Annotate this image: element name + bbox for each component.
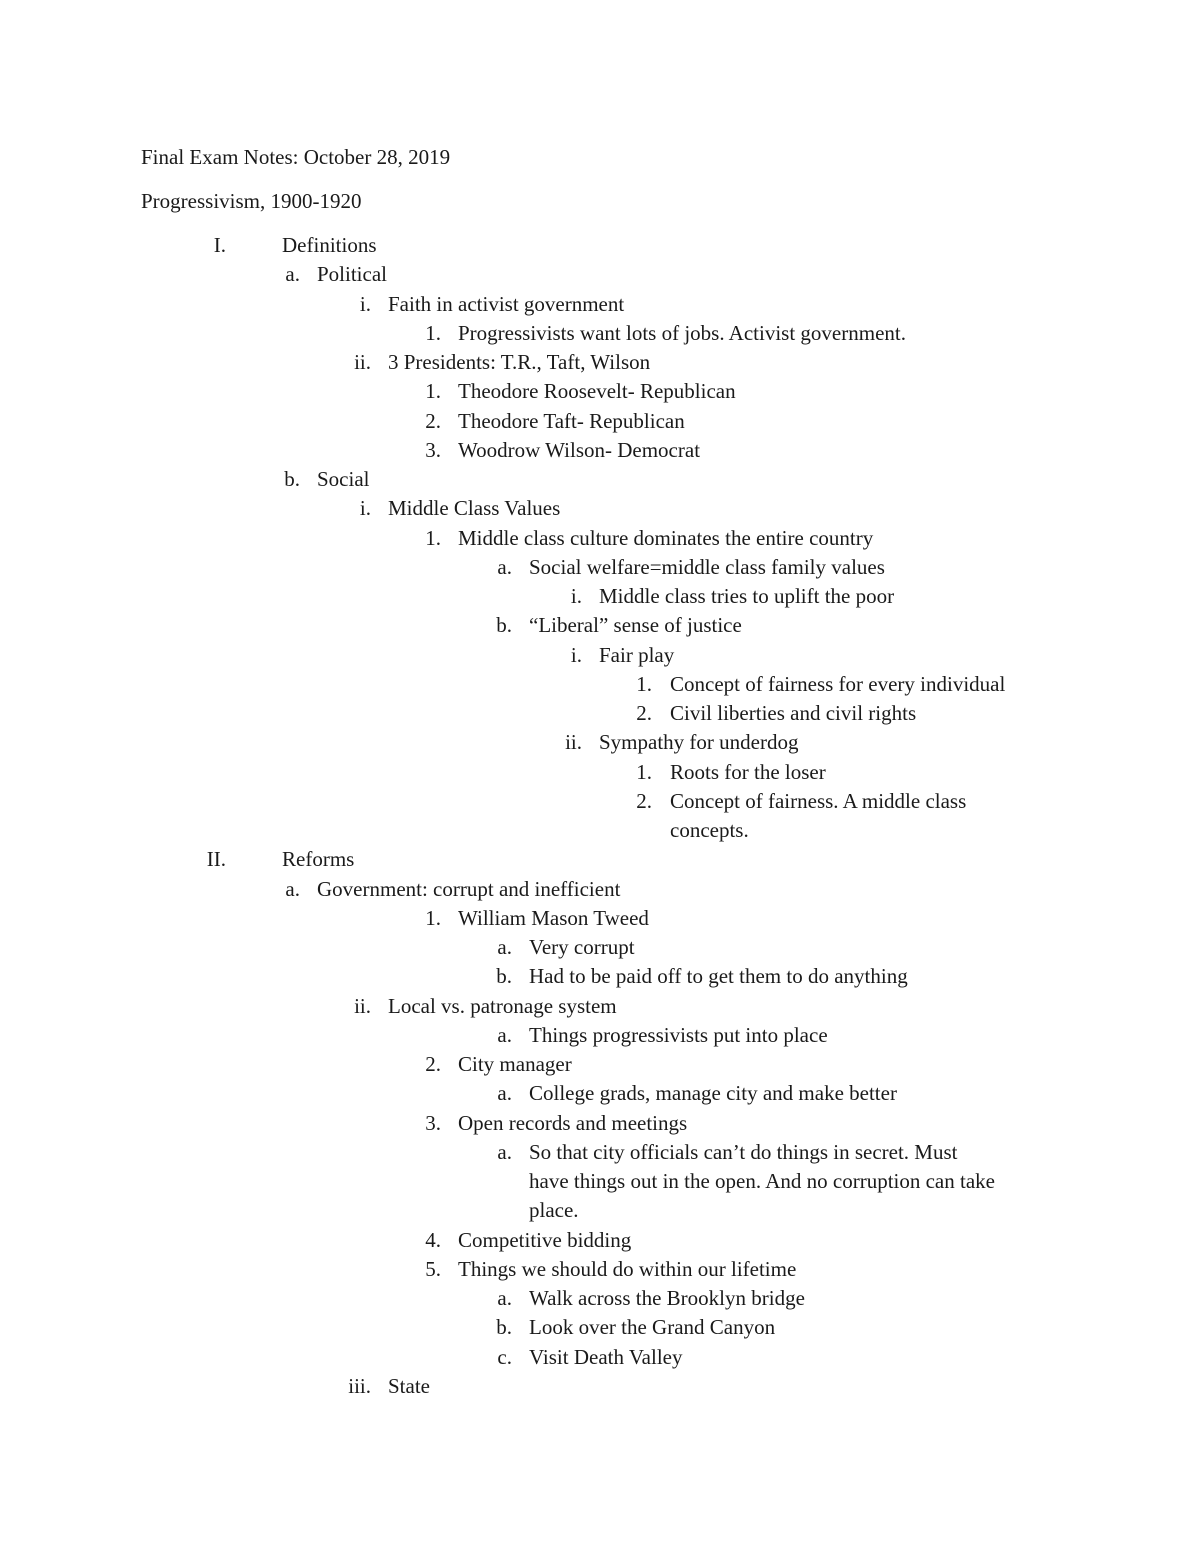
- outline-text: Had to be paid off to get them to do anything: [529, 964, 908, 989]
- outline-text: Very corrupt: [529, 935, 635, 959]
- outline-item: [0, 496, 1200, 525]
- outline-text: Walk across the Brooklyn bridge: [529, 1286, 805, 1310]
- outline-marker: b.: [496, 613, 512, 638]
- outline-text: City manager: [458, 1052, 572, 1076]
- outline-marker: I.: [213, 233, 226, 257]
- outline-marker: 5.: [425, 1256, 441, 1281]
- outline-item: [0, 233, 1200, 262]
- outline-item: [0, 994, 1200, 1023]
- outline-item: [0, 467, 1200, 496]
- page-title: Final Exam Notes: October 28, 2019: [141, 145, 451, 169]
- outline-item: [0, 1228, 1200, 1257]
- outline-marker: a.: [285, 262, 300, 287]
- outline-text: Progressivists want lots of jobs. Activist government.: [458, 320, 906, 345]
- outline-text: Visit Death Valley: [529, 1344, 683, 1369]
- outline-marker: a.: [497, 554, 512, 579]
- outline-item: [0, 379, 1200, 408]
- outline-marker: i.: [359, 291, 371, 316]
- outline-item: [0, 584, 1200, 613]
- outline-text: Government: corrupt and inefficient: [317, 876, 621, 901]
- outline-item: [0, 438, 1200, 467]
- outline-item: [0, 1315, 1200, 1344]
- outline-item: [0, 409, 1200, 438]
- outline-marker: ii.: [565, 730, 582, 755]
- outline-item: [0, 760, 1200, 789]
- outline-marker: 2.: [425, 408, 441, 433]
- outline-text: Social: [317, 467, 370, 491]
- outline-text: Theodore Roosevelt- Republican: [458, 379, 736, 404]
- outline-text: have things out in the open. And no corruption can take: [529, 1169, 995, 1193]
- outline-text: Competitive bidding: [458, 1227, 632, 1252]
- outline-text: Middle Class Values: [388, 496, 561, 521]
- outline-item: [0, 1023, 1200, 1052]
- outline-text: Middle class culture dominates the entire country: [458, 525, 874, 550]
- outline-marker: c.: [497, 1344, 512, 1369]
- outline-text: Faith in activist government: [388, 291, 625, 316]
- outline-text: Roots for the loser: [670, 759, 826, 784]
- outline-text: Local vs. patronage system: [388, 993, 617, 1018]
- outline-marker: 1.: [636, 759, 652, 784]
- outline-item: [0, 262, 1200, 291]
- outline-marker: a.: [497, 1081, 512, 1106]
- outline-item: [0, 789, 1200, 818]
- outline-text: Concept of fairness for every individual: [670, 671, 1006, 696]
- outline-item: [0, 1257, 1200, 1286]
- outline-item: [0, 1081, 1200, 1110]
- outline-text: 3 Presidents: T.R., Taft, Wilson: [388, 350, 651, 374]
- outline-marker: 1.: [425, 525, 441, 550]
- outline-text: Things progressivists put into place: [529, 1022, 828, 1047]
- outline-item: [0, 1169, 1200, 1198]
- outline-marker: b.: [284, 467, 300, 491]
- outline-marker: a.: [497, 935, 512, 959]
- outline-marker: b.: [496, 964, 512, 989]
- outline-marker: 1.: [425, 905, 441, 930]
- outline-text: College grads, manage city and make better: [529, 1081, 897, 1106]
- outline-item: [0, 906, 1200, 935]
- outline-text: Definitions: [282, 233, 377, 257]
- outline-item: [0, 1198, 1200, 1227]
- outline-item: [0, 730, 1200, 759]
- outline-item: [0, 847, 1200, 876]
- outline-marker: 1.: [425, 379, 441, 404]
- outline-text: So that city officials can’t do things in secret. Must: [529, 1139, 958, 1164]
- outline-item: [0, 321, 1200, 350]
- outline-item: [0, 526, 1200, 555]
- outline-item: [0, 877, 1200, 906]
- outline-text: Woodrow Wilson- Democrat: [458, 437, 701, 462]
- outline-marker: ii.: [354, 350, 371, 374]
- outline-text: Reforms: [282, 847, 355, 872]
- outline-marker: 1.: [425, 320, 441, 345]
- outline-marker: 3.: [425, 1110, 441, 1135]
- outline-item: [0, 613, 1200, 642]
- outline-marker: i.: [570, 642, 582, 667]
- outline-marker: 2.: [636, 788, 652, 813]
- outline-item: [0, 1286, 1200, 1315]
- page-subtitle: Progressivism, 1900-1920: [141, 189, 362, 213]
- outline-marker: 2.: [636, 701, 652, 725]
- outline-marker: 2.: [425, 1052, 441, 1076]
- outline-marker: iii.: [348, 1373, 371, 1398]
- outline-item: [0, 935, 1200, 964]
- outline-text: Political: [317, 262, 387, 287]
- outline-item: [0, 1052, 1200, 1081]
- outline-item: [0, 701, 1200, 730]
- outline-marker: a.: [497, 1139, 512, 1164]
- outline-item: [0, 818, 1200, 847]
- outline-marker: a.: [497, 1022, 512, 1047]
- outline-marker: 3.: [425, 437, 441, 462]
- outline-text: Things we should do within our lifetime: [458, 1256, 797, 1281]
- outline-marker: 1.: [636, 671, 652, 696]
- outline-item: [0, 292, 1200, 321]
- outline-text: concepts.: [670, 818, 749, 842]
- outline-text: Theodore Taft- Republican: [458, 408, 685, 433]
- outline-item: [0, 672, 1200, 701]
- outline-marker: i.: [359, 496, 371, 521]
- outline-text: Middle class tries to uplift the poor: [599, 584, 895, 608]
- outline-marker: a.: [497, 1286, 512, 1310]
- outline-marker: 4.: [425, 1227, 441, 1252]
- outline-item: [0, 1345, 1200, 1374]
- outline-text: Concept of fairness. A middle class: [670, 788, 967, 813]
- outline-item: [0, 643, 1200, 672]
- outline-text: Sympathy for underdog: [599, 730, 799, 755]
- outline-text: Look over the Grand Canyon: [529, 1315, 776, 1340]
- outline-text: place.: [529, 1198, 579, 1223]
- outline-item: [0, 964, 1200, 993]
- outline-marker: a.: [285, 876, 300, 901]
- outline-text: William Mason Tweed: [458, 905, 649, 930]
- outline-marker: II.: [206, 847, 226, 872]
- outline-text: Civil liberties and civil rights: [670, 701, 917, 725]
- outline-item: [0, 1140, 1200, 1169]
- outline-marker: i.: [570, 584, 582, 608]
- outline-item: [0, 350, 1200, 379]
- outline-item: [0, 1374, 1200, 1403]
- outline-marker: b.: [496, 1315, 512, 1340]
- outline-text: State: [388, 1373, 430, 1398]
- outline-text: Social welfare=middle class family values: [529, 554, 885, 579]
- outline-text: Open records and meetings: [458, 1110, 688, 1135]
- outline-text: Fair play: [599, 642, 675, 667]
- outline-item: [0, 555, 1200, 584]
- outline-marker: ii.: [354, 993, 371, 1018]
- outline-item: [0, 1111, 1200, 1140]
- outline-text: “Liberal” sense of justice: [529, 613, 742, 638]
